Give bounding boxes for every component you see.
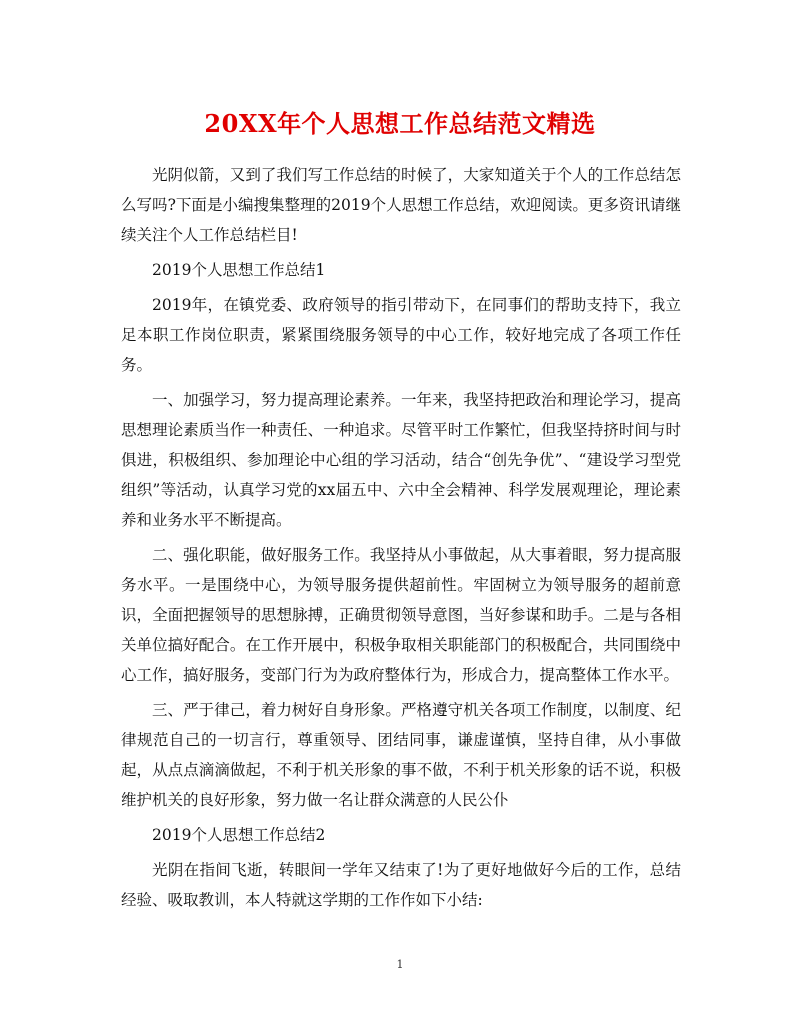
summary1-paragraph-3: 二、强化职能，做好服务工作。我坚持从小事做起，从大事着眼，努力提高服务水平。一是围绕中心，为领导服务提供超前性。牢固树立为领导服务的超前意识，全面把握领导的思想脉搏，正确贯彻领导意图，当好参谋和助手。二是与各相关单位搞好配合。在工作开展中，积极争取相关职能部门的积极配合，共同围绕中心工作，搞好服务，变部门行为为政府整体行为，形成合力，提高整体工作水平。 — [121, 546, 681, 684]
section-heading-2: 2019个人思想工作总结2 — [152, 826, 326, 844]
intro-paragraph: 光阴似箭，又到了我们写工作总结的时候了，大家知道关于个人的工作总结怎么写吗?下面是小编搜集整理的2019个人思想工作总结，欢迎阅读。更多资讯请继续关注个人工作总结栏目! — [121, 166, 681, 244]
summary1-paragraph-1: 2019年，在镇党委、政府领导的指引带动下，在同事们的帮助支持下，我立足本职工作岗位职责，紧紧围绕服务领导的中心工作，较好地完成了各项工作任务。 — [121, 296, 681, 374]
document-title: 20XX年个人思想工作总结范文精选 — [204, 109, 596, 138]
page-number: 1 — [396, 958, 404, 971]
summary1-paragraph-4: 三、严于律己，着力树好自身形象。严格遵守机关各项工作制度，以制度、纪律规范自己的一切言行，尊重领导、团结同事，谦虚谨慎，坚持自律，从小事做起，从点点滴滴做起，不利于机关形象的事不做，不利于机关形象的话不说，积极维护机关的良好形象，努力做一名让群众满意的人民公仆 — [121, 701, 681, 809]
summary2-paragraph-1: 光阴在指间飞逝，转眼间一学年又结束了!为了更好地做好今后的工作，总结经验、吸取教训，本人特就这学期的工作作如下小结: — [121, 861, 681, 909]
summary1-paragraph-2: 一、加强学习，努力提高理论素养。一年来，我坚持把政治和理论学习，提高思想理论素质当作一种责任、一种追求。尽管平时工作繁忙，但我坚持挤时间与时俱进，积极组织、参加理论中心组的学习活动，结合“创先争优”、“建设学习型党组织”等活动，认真学习党的xx届五中、六中全会精神、科学发展观理论，理论素养和业务水平不断提高。 — [121, 391, 681, 529]
section-heading-1: 2019个人思想工作总结1 — [152, 261, 326, 279]
document-body — [121, 160, 681, 915]
